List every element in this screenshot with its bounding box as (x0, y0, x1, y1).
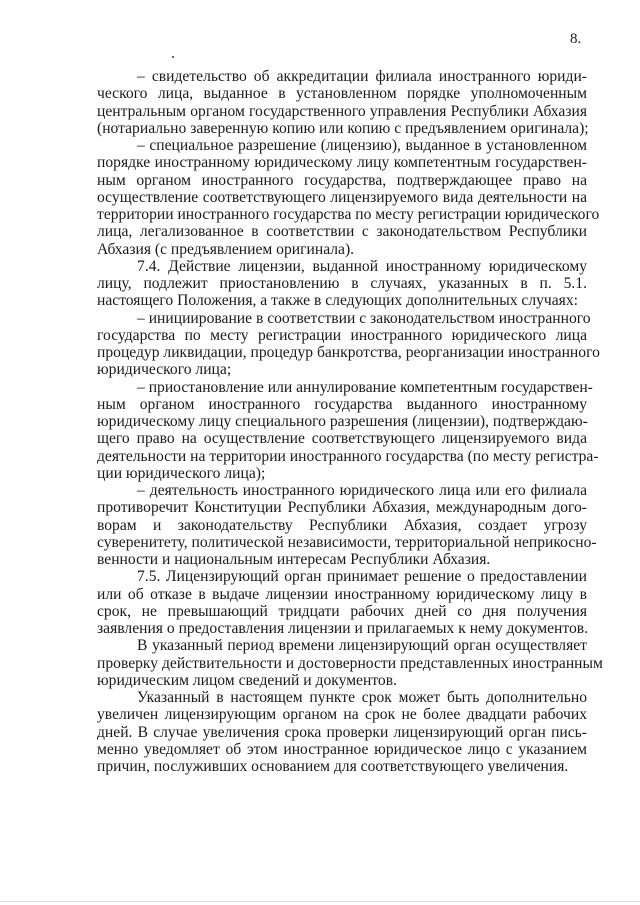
text-line: венности и национальным интересам Республики Абхазия. (97, 551, 491, 568)
text-line: (нотариально заверенную копию или копию с предъявлением оригинала); (97, 119, 589, 137)
paragraph (97, 258, 587, 310)
text-line: осуществление соответствующего лицензируемого вида деятельности на (97, 188, 587, 206)
text-line: – специальное разрешение (лицензию), выданное в установленном (137, 137, 587, 154)
text-line: Указанный в настоящем пункте срок может быть дополнительно (137, 689, 587, 706)
text-line: лица, легализованное в соответствии с законодательством Республики (97, 223, 587, 241)
text-line: процедур ликвидации, процедур банкротства, реорганизации иностранного (97, 344, 600, 361)
text-line: срок, не превышающий тридцати рабочих дней со дня получения (97, 602, 587, 620)
text-line: проверку действительности и достоверности представленных иностранным (97, 654, 603, 672)
text-line: причин, послуживших основанием для соответствующего увеличения. (97, 758, 569, 775)
text-line: ции юридического лица); (97, 464, 266, 482)
text-line: ческого лица, выданное в установленном порядке уполномоченным (97, 85, 587, 103)
text-line: заявления о предоставления лицензии и прилагаемых к нему документов. (97, 620, 588, 637)
paragraph (97, 568, 587, 637)
text-line: – деятельность иностранного юридического лица или его филиала (137, 482, 587, 499)
scan-edge (0, 901, 640, 902)
text-line: 7.5. Лицензирующий орган принимает решение о предоставлении (137, 568, 587, 586)
text-line: деятельности на территории иностранного государства (по месту регистра- (97, 447, 599, 465)
text-line: суверенитету, политической независимости, территориальной неприкосно- (97, 533, 597, 551)
paragraph (97, 137, 600, 258)
text-line: – свидетельство об аккредитации филиала иностранного юриди- (137, 68, 587, 85)
text-line: противоречит Конституции Республики Абхазия, международным дого- (97, 499, 587, 517)
scan-speck (172, 56, 174, 58)
text-line: юридическому лицу специального разрешения (лицензии), подтверждаю- (97, 413, 588, 430)
paragraph (97, 378, 599, 483)
text-line: настоящего Положения, а также в следующих дополнительных случаях: (97, 292, 578, 310)
paragraph (97, 309, 600, 379)
text-line: Абхазия (с предъявлением оригинала). (97, 240, 355, 258)
paragraph (97, 637, 603, 689)
text-line: лицу, подлежит приостановлению в случаях, указанных в п. 5.1. (97, 275, 587, 292)
paragraph (97, 482, 597, 568)
page-number: 8. (570, 31, 582, 47)
text-line: государства по месту регистрации иностранного юридического лица (97, 326, 587, 344)
text-line: ворам и законодательству Республики Абхазия, создает угрозу (97, 516, 587, 534)
paragraph (97, 68, 587, 137)
text-line: увеличен лицензирующим органом на срок не более двадцати рабочих (97, 706, 587, 724)
text-line: В указанный период времени лицензирующий орган осуществляет (137, 637, 587, 655)
text-line: – инициирование в соответствии с законодательством иностранного (137, 309, 591, 327)
document-body (97, 68, 603, 775)
text-line: ным органом иностранного государства, подтверждающее право на (97, 171, 587, 189)
text-line: территории иностранного государства по месту регистрации юридического (97, 206, 600, 223)
paragraph (97, 689, 587, 775)
text-line: щего право на осуществление соответствующего лицензируемого вида (97, 430, 587, 448)
text-line: или об отказе в выдаче лицензии иностранному юридическому лицу в (97, 585, 587, 603)
text-line: менно уведомляет об этом иностранное юридическое лицо с указанием (97, 740, 587, 758)
text-line: 7.4. Действие лицензии, выданной иностранному юридическому (137, 257, 587, 275)
text-line: – приостановление или аннулирование компетентным государствен- (137, 378, 593, 396)
text-line: порядке иностранному юридическому лицу компетентным государствен- (97, 154, 587, 172)
text-line: дней. В случае увеличения срока проверки лицензирующий орган пись- (97, 723, 587, 741)
text-line: центральным органом государственного управления Республики Абхазия (97, 102, 587, 120)
text-line: юридическим лицом сведений и документов. (97, 671, 397, 689)
text-line: юридического лица; (97, 361, 232, 379)
text-line: ным органом иностранного государства выданного иностранному (97, 395, 587, 413)
